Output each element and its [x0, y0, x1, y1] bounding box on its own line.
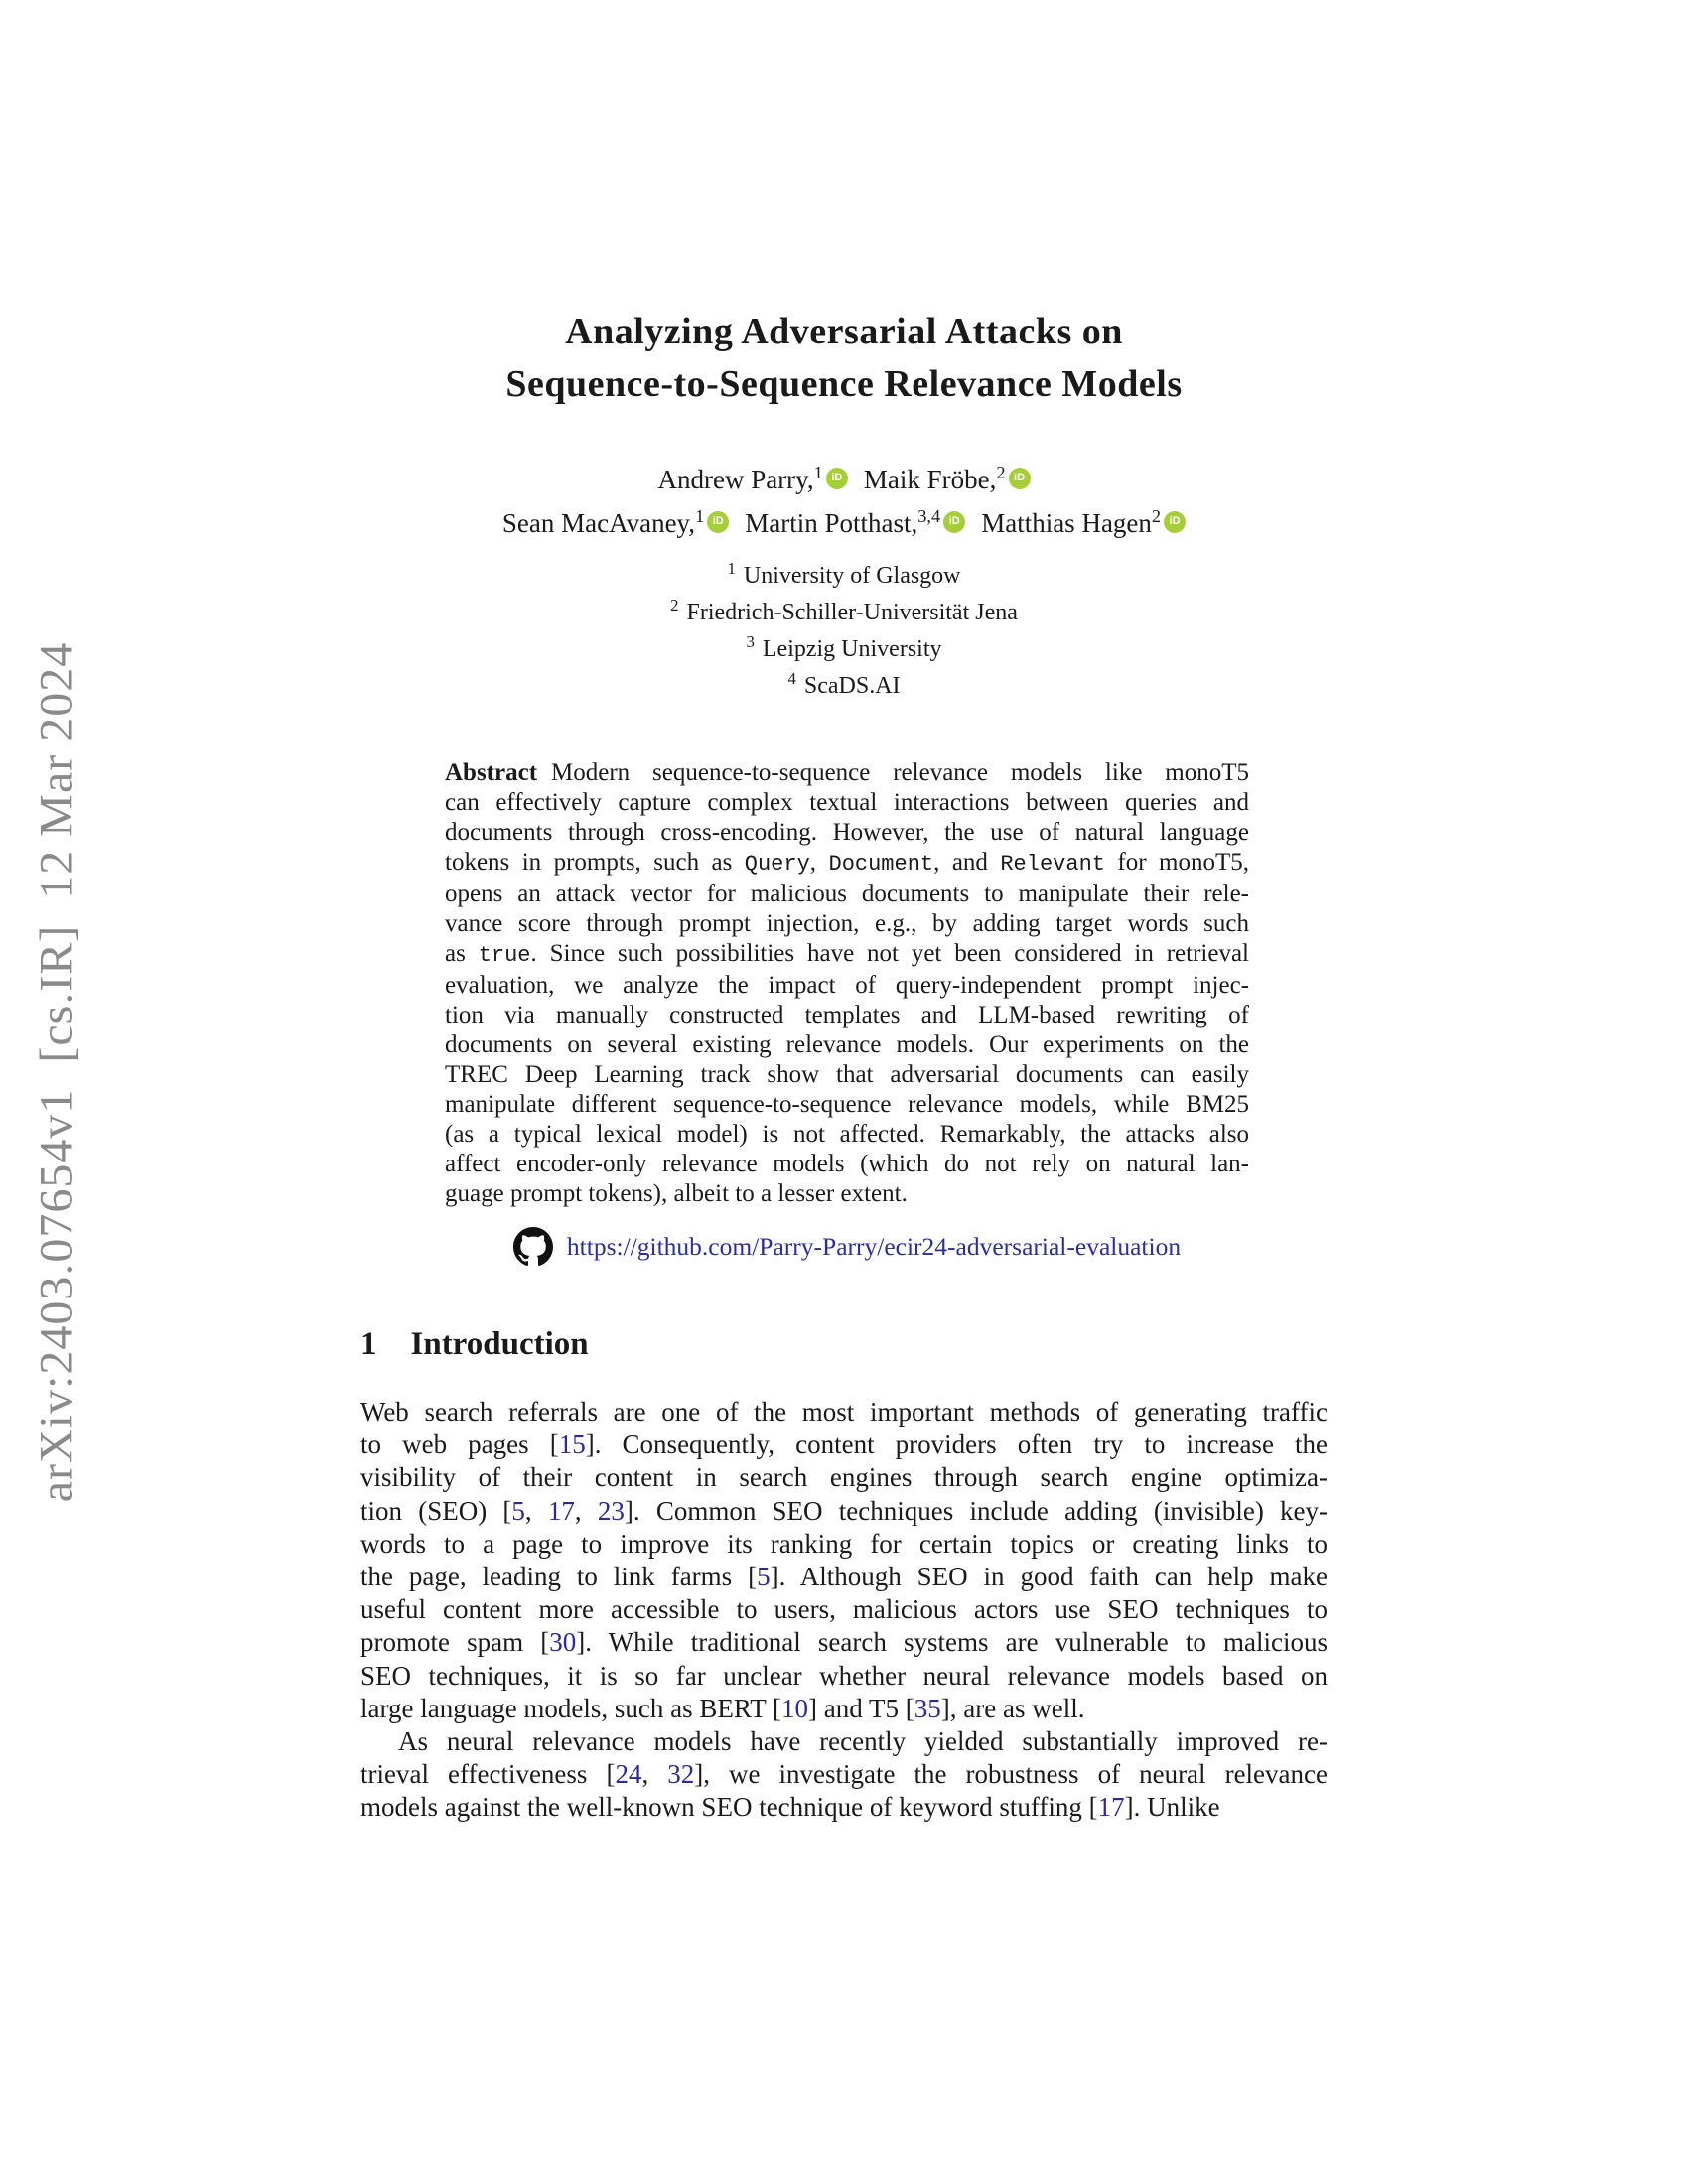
affiliation-name: Leipzig University	[762, 636, 942, 662]
text-line	[360, 1593, 1328, 1626]
text-run: Relevant	[1000, 852, 1105, 877]
text-run: ] and T5 [	[808, 1693, 914, 1723]
citation-link[interactable]: 15	[558, 1430, 586, 1460]
text-line	[445, 1001, 1249, 1030]
text-run: . Since such possibilities have not yet been considered in retrieval	[530, 940, 1249, 967]
text-run: Document	[828, 852, 934, 877]
text-run: ,	[641, 1759, 668, 1790]
author-name: Maik Fröbe,	[863, 465, 997, 494]
text-line	[360, 1528, 1328, 1561]
text-line	[445, 758, 1249, 788]
text-run: SEO techniques, it is so far unclear whether neural relevance models based on	[360, 1660, 1328, 1691]
orcid-icon[interactable]: iD	[943, 511, 965, 533]
author-list	[0, 455, 1688, 542]
author	[745, 508, 965, 538]
text-line	[445, 1150, 1249, 1179]
repo-link[interactable]: https://github.com/Parry-Parry/ecir24-adversarial-evaluation	[566, 1232, 1182, 1261]
text-line	[445, 1030, 1249, 1060]
text-line	[360, 1461, 1328, 1494]
text-line	[360, 1660, 1328, 1693]
text-line	[360, 1495, 1328, 1528]
author-name: Andrew Parry,	[657, 465, 814, 494]
text-run: to web pages [	[360, 1430, 559, 1460]
arxiv-watermark: arXiv:2403.07654v1 [cs.IR] 12 Mar 2024	[30, 641, 83, 1503]
citation-link[interactable]: 35	[914, 1693, 941, 1723]
text-run: promote spam [	[360, 1627, 550, 1658]
text-run: ,	[524, 1495, 548, 1526]
affiliation-sup: 1	[727, 559, 736, 578]
text-line	[445, 848, 1249, 880]
affiliation-list	[0, 554, 1688, 701]
author	[502, 508, 729, 538]
text-line	[360, 1429, 1328, 1461]
section-number: 1	[360, 1326, 377, 1362]
orcid-icon[interactable]: iD	[707, 511, 729, 533]
author	[864, 465, 1031, 494]
citation-link[interactable]: 5	[511, 1495, 525, 1526]
text-line	[360, 1626, 1328, 1659]
author-affiliation-sup: 3,4	[917, 506, 941, 526]
citation-link[interactable]: 10	[781, 1693, 809, 1723]
text-run: manipulate different sequence-to-sequence relevance models, while BM25	[445, 1091, 1249, 1118]
text-run: the page, leading to link farms [	[360, 1562, 758, 1592]
text-line	[445, 880, 1249, 909]
text-run: (as a typical lexical model) is not affected. Remarkably, the attacks also	[445, 1121, 1249, 1148]
text-run: tion via manually constructed templates and LLM-based rewriting of	[445, 1002, 1249, 1028]
orcid-icon[interactable]: iD	[826, 468, 848, 489]
text-run: Web search referrals are one of the most important methods of generating traffic	[360, 1397, 1328, 1427]
text-run: tion (SEO) [	[360, 1495, 512, 1526]
section-title: Introduction	[410, 1326, 589, 1362]
text-line	[360, 1758, 1328, 1791]
text-run: tokens in prompts, such as	[445, 849, 745, 876]
text-line	[445, 1179, 1249, 1209]
text-run: opens an attack vector for malicious documents to manipulate their rele-	[445, 881, 1249, 907]
author-affiliation-sup: 1	[695, 506, 705, 526]
text-line	[445, 1060, 1249, 1090]
citation-link[interactable]: 32	[667, 1759, 695, 1790]
text-run: as	[445, 940, 479, 967]
text-run: true	[478, 943, 531, 968]
text-run: ], are as well.	[940, 1693, 1085, 1723]
text-run: visibility of their content in search engines through search engine optimiza-	[360, 1462, 1328, 1493]
text-run: ]. Common SEO techniques include adding (invisible) key-	[624, 1495, 1329, 1526]
text-run: ]. While traditional search systems are vulnerable to malicious	[576, 1627, 1328, 1658]
text-line	[360, 1725, 1328, 1758]
affiliation-name: ScaDS.AI	[803, 673, 901, 699]
affiliation-name: Friedrich-Schiller-Universität Jena	[686, 600, 1018, 625]
text-run: models against the well-known SEO technique of keyword stuffing [	[360, 1792, 1098, 1823]
author	[981, 508, 1186, 538]
text-run: ], we investigate the robustness of neural relevance	[694, 1759, 1328, 1790]
text-run: ]. Although SEO in good faith can help make	[770, 1562, 1328, 1592]
affiliation-line	[0, 554, 1688, 591]
author	[657, 465, 847, 494]
text-run: Query	[744, 852, 810, 877]
orcid-icon[interactable]: iD	[1009, 468, 1031, 489]
author-line	[0, 455, 1688, 498]
citation-link[interactable]: 30	[549, 1627, 577, 1658]
abstract	[445, 758, 1249, 1209]
text-run: trieval effectiveness [	[360, 1759, 616, 1790]
citation-link[interactable]: 23	[597, 1495, 625, 1526]
text-run: useful content more accessible to users, malicious actors use SEO techniques to	[360, 1594, 1328, 1625]
author-affiliation-sup: 1	[813, 463, 823, 482]
text-line	[445, 1090, 1249, 1120]
affiliation-line	[0, 627, 1688, 664]
text-line	[360, 1693, 1328, 1725]
affiliation-sup: 2	[670, 596, 679, 614]
text-line	[360, 1791, 1328, 1824]
text-line	[360, 1396, 1328, 1429]
text-run: ]. Consequently, content providers often try to increase the	[585, 1430, 1328, 1460]
text-line	[445, 1120, 1249, 1150]
citation-link[interactable]: 24	[615, 1759, 642, 1790]
text-line	[445, 788, 1249, 818]
affiliation-line	[0, 664, 1688, 701]
author-line	[0, 498, 1688, 542]
author-affiliation-sup: 2	[996, 463, 1006, 482]
author-affiliation-sup: 2	[1151, 506, 1162, 526]
title-line-1: Analyzing Adversarial Attacks on	[565, 311, 1123, 352]
affiliation-sup: 3	[746, 632, 755, 651]
citation-link[interactable]: 17	[1097, 1792, 1125, 1823]
github-icon	[513, 1227, 553, 1267]
text-run: Abstract	[445, 759, 538, 786]
text-run: documents on several existing relevance models. Our experiments on the	[445, 1031, 1249, 1058]
text-run: for monoT5,	[1104, 849, 1249, 876]
text-line	[445, 909, 1249, 939]
text-line	[445, 971, 1249, 1001]
text-line	[360, 1561, 1328, 1593]
text-line	[445, 939, 1249, 971]
text-run: ,	[574, 1495, 598, 1526]
author-name: Sean MacAvaney,	[501, 508, 696, 538]
text-run: documents through cross-encoding. However, the use of natural language	[445, 819, 1249, 846]
text-run: As neural relevance models have recently yielded substantially improved re-	[398, 1726, 1328, 1757]
repo-link-row	[445, 1225, 1249, 1269]
paper-title	[0, 306, 1688, 411]
text-run: guage prompt tokens), albeit to a lesser extent.	[445, 1180, 908, 1207]
affiliation-sup: 4	[787, 669, 796, 688]
text-run: vance score through prompt injection, e.g., by adding target words such	[445, 910, 1249, 937]
affiliation-line	[0, 591, 1688, 627]
title-line-2: Sequence-to-Sequence Relevance Models	[505, 363, 1183, 405]
text-run: TREC Deep Learning track show that adversarial documents can easily	[445, 1061, 1249, 1088]
citation-link[interactable]: 17	[547, 1495, 575, 1526]
citation-link[interactable]: 5	[757, 1562, 771, 1592]
text-run: , and	[933, 849, 1001, 876]
text-run: evaluation, we analyze the impact of query-independent prompt injec-	[445, 972, 1249, 999]
author-name: Matthias Hagen	[981, 508, 1152, 538]
introduction-text	[360, 1396, 1328, 1825]
text-run: affect encoder-only relevance models (which do not rely on natural lan-	[445, 1151, 1249, 1177]
affiliation-name: University of Glasgow	[743, 563, 961, 589]
text-run: ,	[809, 849, 829, 876]
text-line	[445, 818, 1249, 848]
author-name: Martin Potthast,	[745, 508, 918, 538]
text-run: ]. Unlike	[1124, 1792, 1220, 1823]
text-run: words to a page to improve its ranking for certain topics or creating links to	[360, 1528, 1328, 1559]
text-run: Modern sequence-to-sequence relevance models like monoT5	[551, 759, 1249, 786]
text-run: large language models, such as BERT [	[360, 1693, 782, 1723]
orcid-icon[interactable]: iD	[1164, 511, 1186, 533]
text-run: can effectively capture complex textual interactions between queries and	[445, 789, 1249, 816]
section-heading	[360, 1326, 589, 1362]
